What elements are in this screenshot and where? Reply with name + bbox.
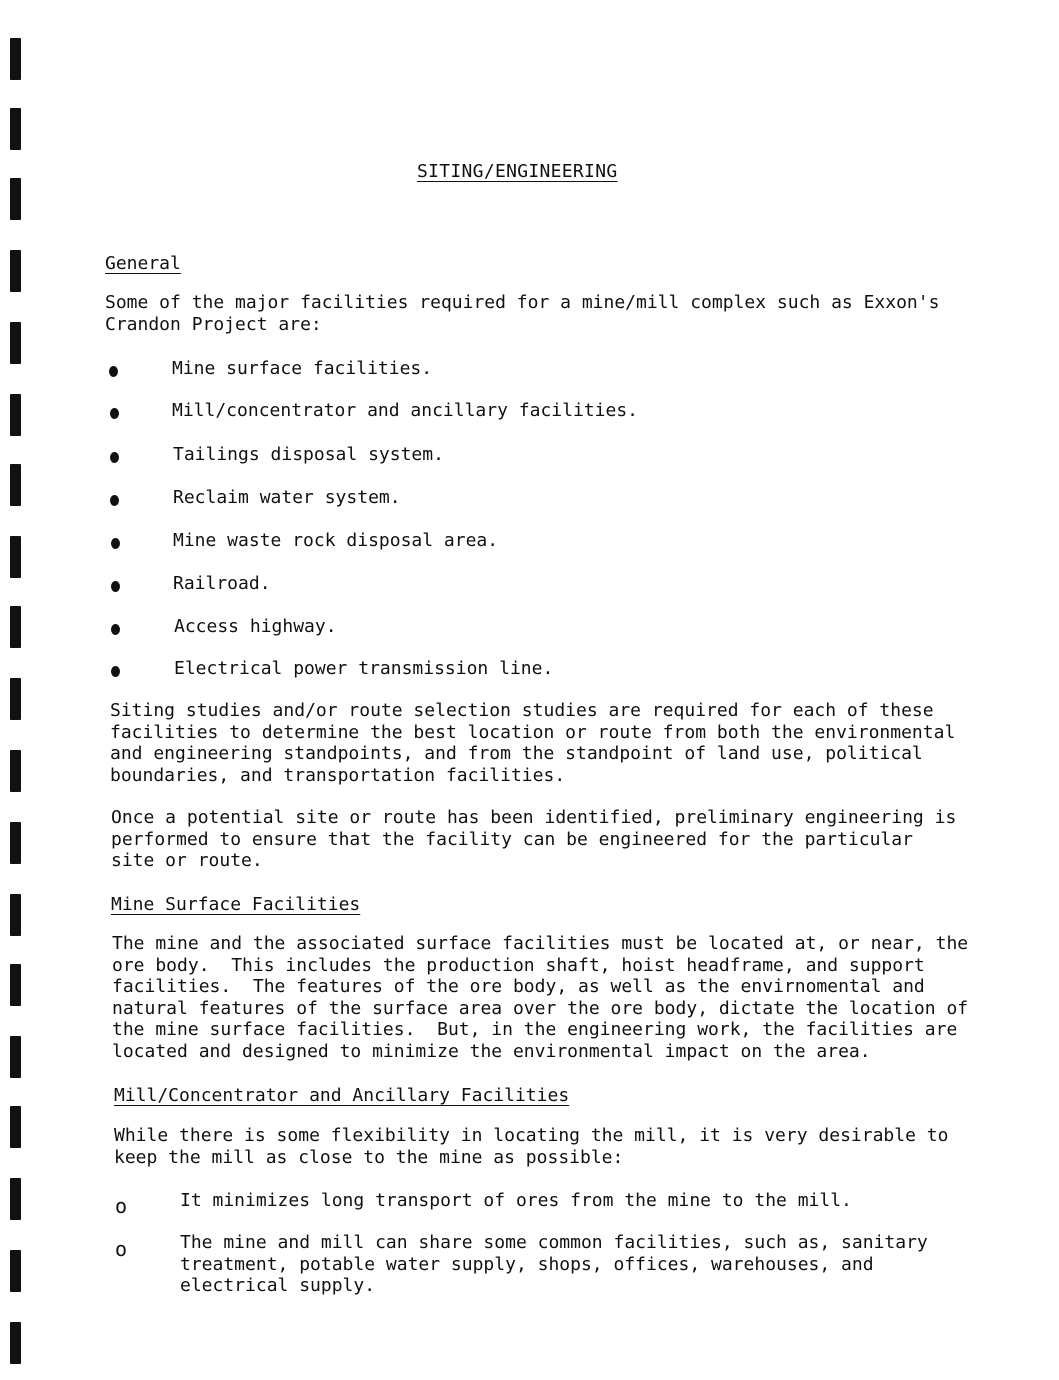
list-marker: o: [115, 1237, 128, 1261]
mill-intro: [114, 1125, 948, 1168]
binding-mark: [10, 1178, 21, 1220]
text-line: and engineering standpoints, and from the standpoint of land use, political: [110, 743, 923, 764]
list-item: Mine waste rock disposal area.: [173, 530, 499, 551]
text-line: Siting studies and/or route selection studies are required for each of these: [110, 700, 934, 721]
binding-mark: [10, 108, 21, 150]
text-line: Once a potential site or route has been identified, preliminary engineering is: [111, 807, 957, 828]
binding-mark: [10, 394, 21, 436]
text-line: ore body. This includes the production shaft, hoist headframe, and support: [112, 954, 925, 976]
list-item: [180, 1232, 928, 1297]
binding-mark: [10, 822, 21, 864]
bullet-icon: [111, 666, 120, 677]
list-item: Tailings disposal system.: [173, 444, 444, 465]
text-line: facilities. The features of the ore body, as well as the envirnomental and: [112, 976, 925, 997]
list-item: [180, 1190, 852, 1212]
text-line: natural features of the surface area over the ore body, dictate the location of: [112, 997, 969, 1019]
binding-mark: [10, 750, 21, 792]
binding-mark: [10, 38, 21, 80]
section-heading-mine-surface: Mine Surface Facilities: [111, 894, 361, 915]
bullet-icon: [111, 581, 120, 592]
binding-mark: [10, 678, 21, 720]
bullet-icon: [110, 452, 119, 463]
binding-mark: [10, 1106, 21, 1148]
binding-mark: [10, 322, 21, 364]
text-line: located and designed to minimize the environmental impact on the area.: [112, 1040, 871, 1062]
general-paragraph-engineering: [111, 807, 956, 872]
text-line: facilities to determine the best location or route from both the environmental: [110, 721, 956, 743]
text-line: Some of the major facilities required for a mine/mill complex such as Exxon's: [105, 292, 940, 313]
text-line: The mine and mill can share some common facilities, such as, sanitary: [180, 1232, 928, 1253]
binding-mark: [10, 1036, 21, 1078]
list-item: Access highway.: [174, 616, 337, 637]
list-item: Mine surface facilities.: [172, 358, 433, 379]
binding-mark: [10, 1322, 21, 1364]
binding-mark: [10, 964, 21, 1006]
binding-mark: [10, 536, 21, 578]
bullet-icon: [109, 366, 118, 377]
text-line: While there is some flexibility in locating the mill, it is very desirable to: [114, 1125, 949, 1146]
binding-mark: [10, 894, 21, 936]
text-line: boundaries, and transportation facilities.: [110, 764, 566, 786]
list-item: Reclaim water system.: [173, 487, 401, 508]
list-item: Mill/concentrator and ancillary facilities.: [172, 400, 638, 421]
section-heading-mill: Mill/Concentrator and Ancillary Facilities: [114, 1085, 570, 1106]
text-line: It minimizes long transport of ores from the mine to the mill.: [180, 1190, 852, 1211]
text-line: site or route.: [111, 850, 263, 871]
binding-mark: [10, 1250, 21, 1292]
bullet-icon: [110, 408, 119, 419]
bullet-icon: [111, 624, 120, 635]
text-line: performed to ensure that the facility can be engineered for the particular: [111, 828, 913, 850]
text-line: keep the mill as close to the mine as possible:: [114, 1146, 624, 1168]
text-line: The mine and the associated surface facilities must be located at, or near, the: [112, 933, 969, 954]
binding-mark: [10, 464, 21, 506]
text-line: Crandon Project are:: [105, 313, 322, 335]
text-line: the mine surface facilities. But, in the engineering work, the facilities are: [112, 1019, 958, 1040]
list-item: Railroad.: [173, 573, 271, 594]
binding-mark: [10, 606, 21, 648]
section-heading-general: General: [105, 253, 181, 274]
mine-surface-paragraph: [112, 933, 968, 1062]
text-line: electrical supply.: [180, 1275, 376, 1296]
bullet-icon: [111, 538, 120, 549]
binding-mark: [10, 250, 21, 292]
binding-mark: [10, 178, 21, 220]
bullet-icon: [110, 495, 119, 506]
text-line: treatment, potable water supply, shops, offices, warehouses, and: [180, 1253, 874, 1275]
list-item: Electrical power transmission line.: [174, 658, 554, 679]
page-title: SITING/ENGINEERING: [417, 161, 618, 182]
list-marker: o: [115, 1194, 128, 1218]
general-paragraph-siting: [110, 700, 955, 786]
general-intro: [105, 292, 939, 335]
